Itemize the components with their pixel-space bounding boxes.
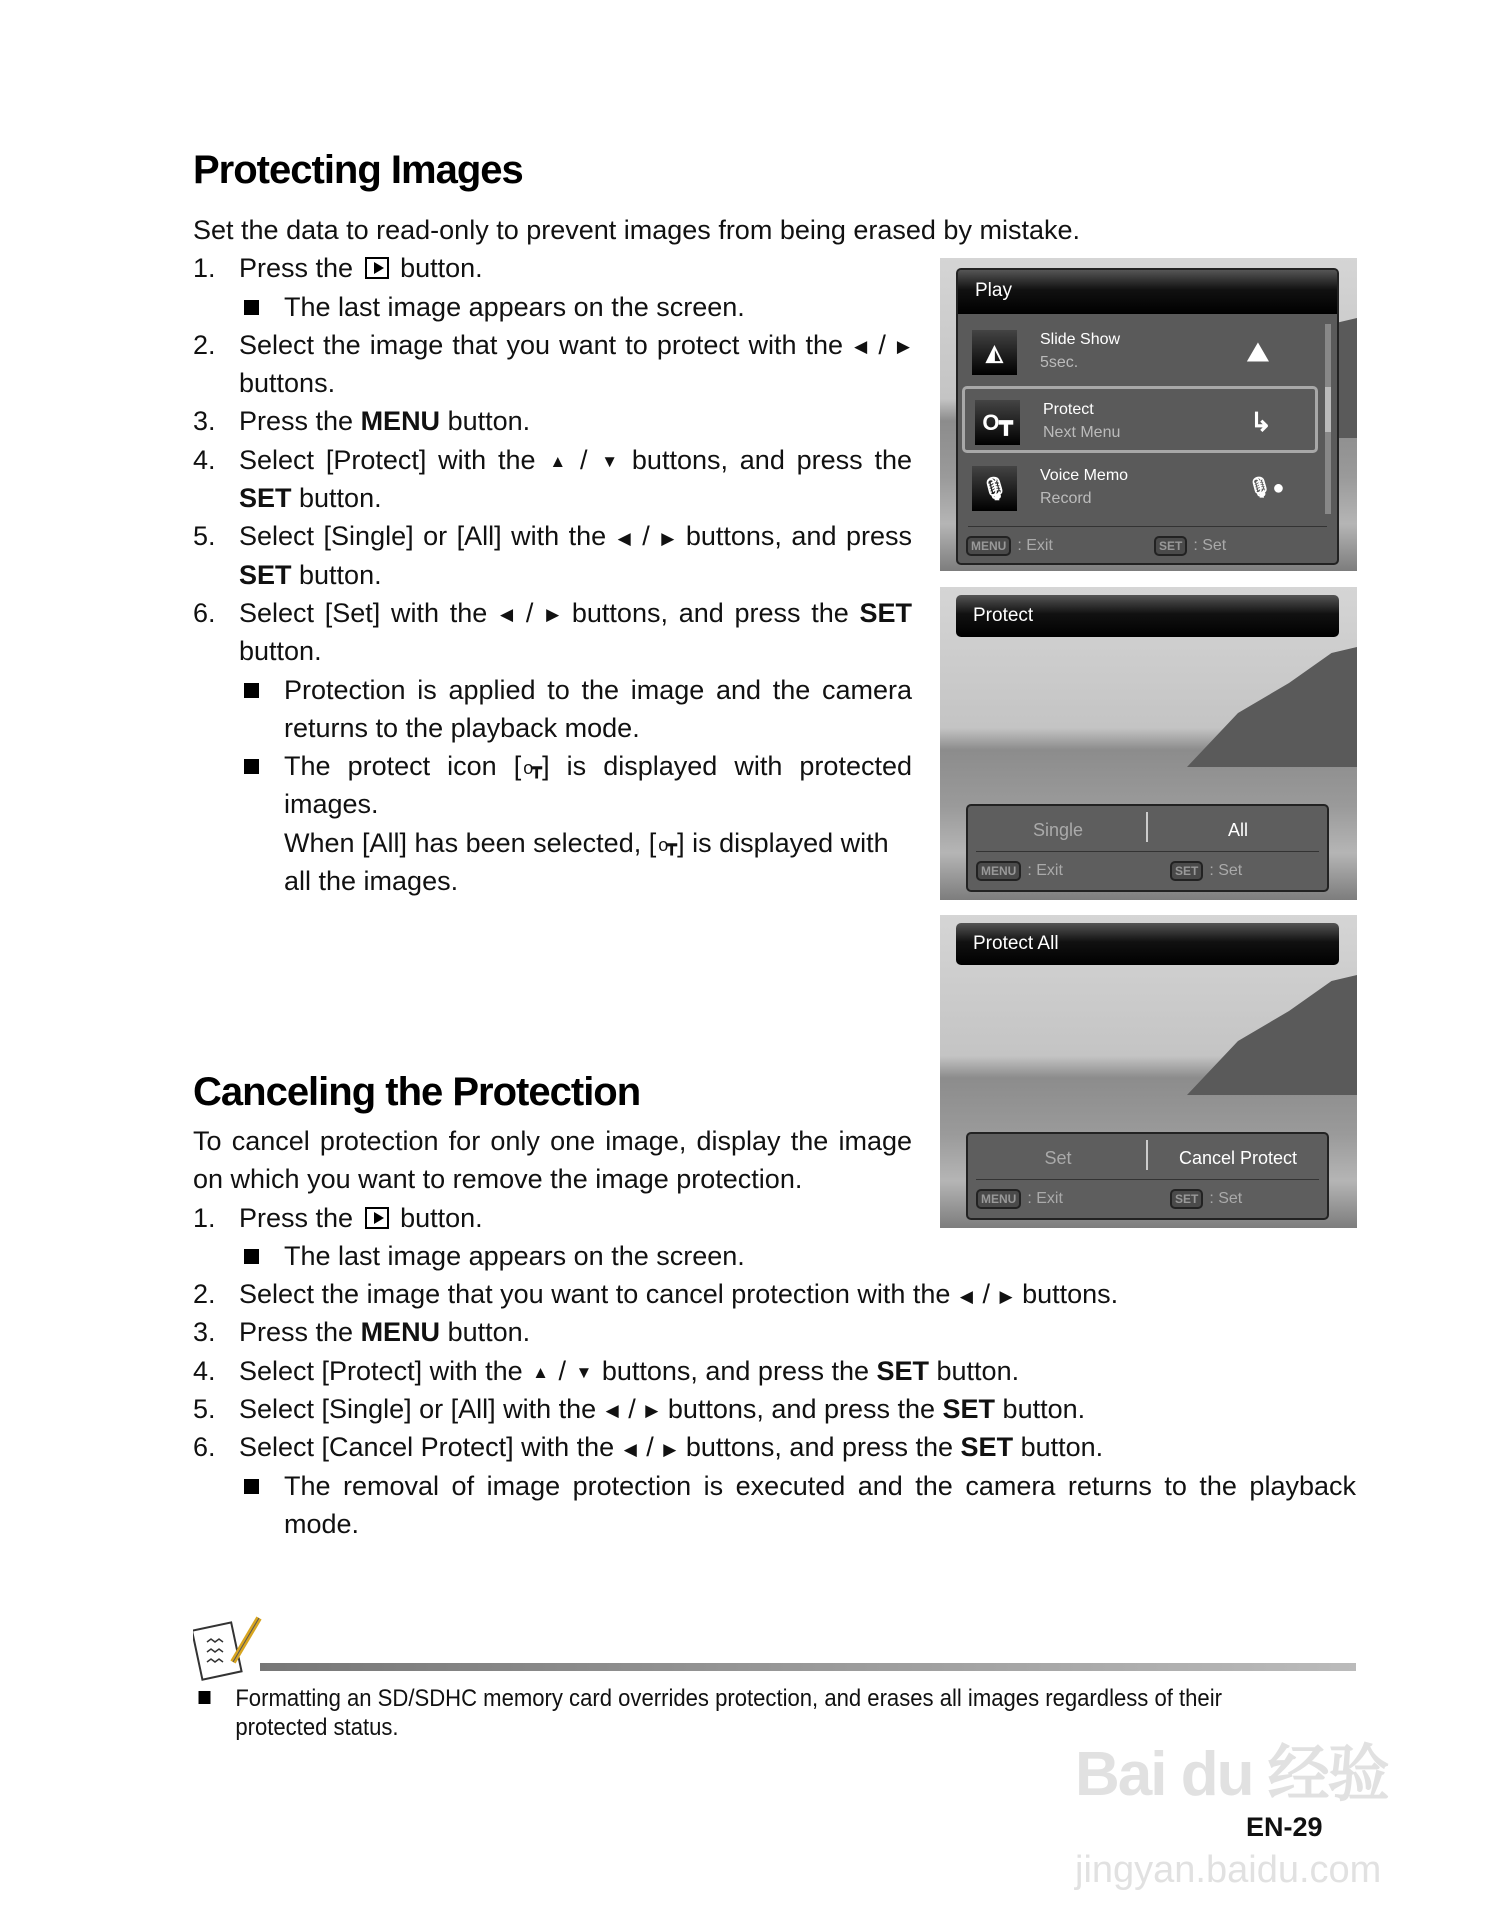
step-number: 3. (193, 406, 216, 437)
right-arrow-icon: ▶ (661, 528, 675, 548)
step (193, 441, 912, 518)
sub-bullet (193, 288, 912, 326)
step-text: Select the image that you want to protect with the ◀ / ▶ buttons. (239, 329, 910, 399)
note (193, 1684, 1263, 1742)
menu-key: MENU (976, 861, 1021, 881)
cancel-intro: To cancel protection for only one image, display the image on which you want to remove the image protection. (193, 1126, 912, 1195)
step-text: Select [Set] with the ◀ / ▶ buttons, and press the SET button. (239, 597, 913, 667)
scrollbar[interactable] (1325, 324, 1331, 514)
row-label: Slide Show (1040, 331, 1121, 348)
left-arrow-icon: ◀ (500, 605, 514, 625)
step (193, 1352, 1356, 1390)
up-arrow-icon: ▲ (549, 452, 567, 472)
screen-title: Protect All (956, 923, 1339, 965)
sub-bullet (193, 671, 912, 748)
step-number: 5. (193, 521, 216, 552)
option-single[interactable]: Single (1032, 820, 1084, 840)
play-button-icon (365, 257, 389, 279)
button-name: SET (876, 1355, 930, 1386)
button-name: MENU (360, 406, 441, 437)
step-text: Select [Protect] with the ▲ / ▼ buttons, and press the SET button. (239, 444, 912, 514)
down-arrow-icon: ▼ (575, 1363, 593, 1383)
watermark-url: jingyan.baidu.com (1075, 1849, 1382, 1891)
step-text: Select [Cancel Protect] with the ◀ / ▶ buttons, and press the SET button. (239, 1432, 1104, 1463)
step-number: 2. (193, 1279, 216, 1310)
button-name: SET (239, 559, 292, 590)
sub-bullet (193, 747, 912, 824)
menu-row-protect[interactable] (962, 386, 1318, 453)
step (193, 402, 912, 440)
protect-steps (193, 249, 912, 900)
bullet-text: The protect icon [ o┳] is displayed with protected images. (284, 751, 912, 820)
left-arrow-icon: ◀ (605, 1401, 619, 1421)
row-value: 5sec. (1040, 354, 1079, 371)
bullet-text: The last image appears on the screen. (284, 291, 745, 322)
right-arrow-icon: ▶ (999, 1286, 1013, 1306)
page-title: Protecting Images (193, 148, 523, 192)
protect-screenshot (940, 587, 1357, 900)
page-number: EN-29 (1246, 1812, 1323, 1842)
menu-key: MENU (966, 536, 1011, 556)
set-key: SET (1170, 861, 1203, 881)
exit-label: : Exit (1027, 1190, 1063, 1207)
record-icon: 🎙● (1247, 477, 1285, 499)
set-label: : Set (1193, 537, 1227, 554)
row-value: Next Menu (1043, 424, 1121, 441)
step (193, 594, 912, 671)
sub-bullet (193, 1237, 1356, 1275)
protect-all-screenshot (940, 915, 1357, 1228)
play-menu-screenshot (940, 258, 1357, 571)
option-set[interactable]: Set (1044, 1148, 1072, 1168)
button-name: SET (960, 1432, 1014, 1463)
next-menu-arrow-icon: ↳ (1250, 407, 1272, 437)
step-text: Select [Single] or [All] with the ◀ / ▶ buttons, and press the SET button. (239, 1394, 1086, 1425)
step (193, 1390, 1356, 1428)
step-text: Press the MENU button. (239, 406, 531, 437)
left-arrow-icon: ◀ (854, 337, 868, 357)
step-text: Select [Protect] with the ▲ / ▼ buttons, and press the SET button. (239, 1355, 1020, 1386)
play-button-icon (365, 1207, 389, 1229)
row-value: Record (1040, 490, 1092, 507)
protect-all-options (966, 1132, 1329, 1220)
menu-row-voice-memo[interactable] (962, 455, 1318, 522)
exit-label: : Exit (1017, 537, 1053, 554)
row-label: Protect (1043, 401, 1094, 418)
bullet-square (239, 288, 284, 326)
cancel-heading: Canceling the Protection (193, 1070, 641, 1114)
microphone-icon: 🎙 (972, 466, 1017, 511)
step-number: 4. (193, 444, 216, 475)
left-arrow-icon: ◀ (623, 1439, 637, 1459)
watermark-logo: Bai du 经验 (1075, 1740, 1388, 1809)
step-text: Press the button. (239, 1202, 483, 1233)
up-arrow-icon: ▲ (532, 1363, 549, 1383)
step-text: Press the MENU button. (239, 1317, 531, 1348)
option-cancel-protect[interactable]: Cancel Protect (1178, 1148, 1298, 1168)
step (193, 1428, 1356, 1466)
bullet-text: The removal of image protection is executed and the camera returns to the playback mode. (284, 1470, 1356, 1539)
notepad-icon (193, 1612, 267, 1684)
menu-row-slide-show[interactable] (962, 319, 1318, 386)
step-text: Select the image that you want to cancel protection with the ◀ / ▶ buttons. (239, 1279, 1119, 1310)
step-text: Select [Single] or [All] with the ◀ / ▶ buttons, and press SET button. (239, 521, 912, 590)
bullet-continuation: When [All] has been selected, [ o┳] is displayed with all the images. (284, 827, 889, 897)
option-all[interactable]: All (1227, 820, 1248, 840)
right-arrow-icon: ▶ (546, 605, 560, 625)
key-icon: O┳ (975, 400, 1020, 445)
step (193, 249, 912, 287)
button-name: SET (859, 597, 913, 628)
slideshow-5sec-icon: ⛰ (1247, 337, 1269, 367)
bullet-text: Protection is applied to the image and the camera returns to the playback mode. (284, 674, 912, 743)
step-number: 3. (193, 1317, 216, 1348)
right-arrow-icon: ▶ (645, 1401, 659, 1421)
step-number: 5. (193, 1394, 216, 1425)
step (193, 517, 912, 594)
step (193, 326, 912, 403)
left-arrow-icon: ◀ (617, 528, 631, 548)
bullet-square (239, 1237, 284, 1275)
button-name: SET (239, 483, 292, 514)
button-name: MENU (360, 1317, 441, 1348)
step-number: 1. (193, 253, 216, 284)
right-arrow-icon: ▶ (896, 337, 910, 357)
set-label: : Set (1209, 862, 1243, 879)
right-arrow-icon: ▶ (663, 1439, 677, 1459)
exit-label: : Exit (1027, 862, 1063, 879)
set-label: : Set (1209, 1190, 1243, 1207)
set-key: SET (1154, 536, 1187, 556)
protect-key-icon: o┳ (523, 758, 541, 779)
step (193, 1275, 1356, 1313)
bullet-square (239, 671, 284, 748)
screen-title: Protect (956, 595, 1339, 637)
bullet-square (239, 1467, 284, 1544)
cancel-steps (193, 1199, 1356, 1544)
left-arrow-icon: ◀ (959, 1286, 973, 1306)
step (193, 1313, 1356, 1351)
sub-bullet (193, 1467, 1356, 1544)
step-number: 6. (193, 597, 216, 628)
step-number: 2. (193, 329, 216, 360)
menu-title: Play (958, 270, 1337, 314)
slideshow-icon: ◭ (972, 330, 1017, 375)
protect-key-icon: o┳ (658, 834, 676, 855)
note-text: Formatting an SD/SDHC memory card overrides protection, and erases all images regardless of their protected status. (235, 1685, 1222, 1741)
bullet-text: The last image appears on the screen. (284, 1240, 745, 1271)
intro-text: Set the data to read-only to prevent images from being erased by mistake. (193, 215, 1080, 245)
play-menu (956, 268, 1339, 565)
step-number: 1. (193, 1202, 216, 1233)
set-hint (1154, 536, 1226, 556)
menu-exit-hint (966, 536, 1053, 556)
protect-options (966, 804, 1329, 892)
menu-key: MENU (976, 1189, 1021, 1209)
row-label: Voice Memo (1040, 467, 1129, 484)
note-divider (260, 1663, 1356, 1671)
step-number: 4. (193, 1355, 216, 1386)
step-number: 6. (193, 1432, 216, 1463)
button-name: SET (942, 1394, 996, 1425)
step-text: Press the button. (239, 253, 483, 284)
set-key: SET (1170, 1189, 1203, 1209)
bullet-square (239, 747, 284, 824)
down-arrow-icon: ▼ (601, 452, 619, 472)
